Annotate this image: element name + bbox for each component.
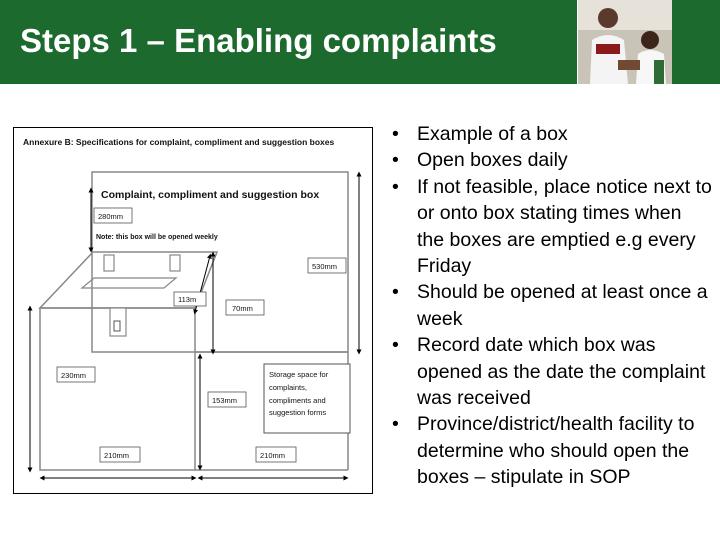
bullet-item	[392, 411, 712, 490]
bullet-dot-icon: •	[392, 281, 399, 304]
bullet-dot-icon: •	[392, 149, 399, 172]
bullet-list	[392, 121, 712, 491]
header-photo	[577, 0, 672, 84]
box-specification-figure	[13, 127, 373, 494]
slide-header	[0, 0, 720, 84]
bullet-text: Example of a box	[417, 123, 568, 145]
bullet-text: Record date which box was opened as the date the complaint was received	[417, 334, 706, 410]
dim-230mm: 230mm	[61, 371, 87, 380]
dim-280mm: 280mm	[98, 212, 124, 221]
bullet-dot-icon: •	[392, 413, 399, 436]
bullet-text: If not feasible, place notice next to or onto box stating times when the boxes are emptied e.g every Friday	[417, 175, 712, 278]
bullet-item	[392, 174, 712, 280]
storage-label: Storage space for complaints, compliments and suggestion forms	[269, 370, 329, 417]
bullet-text: Should be opened at least once a week	[417, 281, 708, 330]
dim-530mm: 530mm	[312, 262, 338, 271]
bullet-dot-icon: •	[392, 175, 399, 198]
dim-210mm-left: 210mm	[104, 451, 130, 460]
dim-70mm: 70mm	[232, 304, 253, 313]
box-label: Complaint, compliment and suggestion box	[101, 189, 320, 201]
figure-caption: Annexure B: Specifications for complaint, compliment and suggestion boxes	[23, 137, 335, 147]
box-slot	[82, 278, 176, 288]
bullet-item	[392, 147, 712, 173]
box-note: Note: this box will be opened weekly	[96, 234, 218, 241]
dim-210mm-right: 210mm	[260, 451, 286, 460]
bullet-item	[392, 121, 712, 147]
bullet-dot-icon: •	[392, 123, 399, 145]
dim-153mm: 153mm	[212, 396, 238, 405]
box-hinge-right	[170, 255, 180, 271]
dim-113m: 113m	[178, 295, 197, 304]
bullet-item	[392, 332, 712, 411]
bullet-dot-icon: •	[392, 334, 399, 357]
bullet-text: Province/district/health facility to determine who should open the boxes – stipulate in SOP	[417, 413, 695, 489]
slide-title: Steps 1 – Enabling complaints	[20, 22, 497, 59]
box-lock	[110, 308, 126, 336]
box-hinge-left	[104, 255, 114, 271]
bullet-text: Open boxes daily	[417, 149, 568, 172]
bullet-item	[392, 279, 712, 332]
